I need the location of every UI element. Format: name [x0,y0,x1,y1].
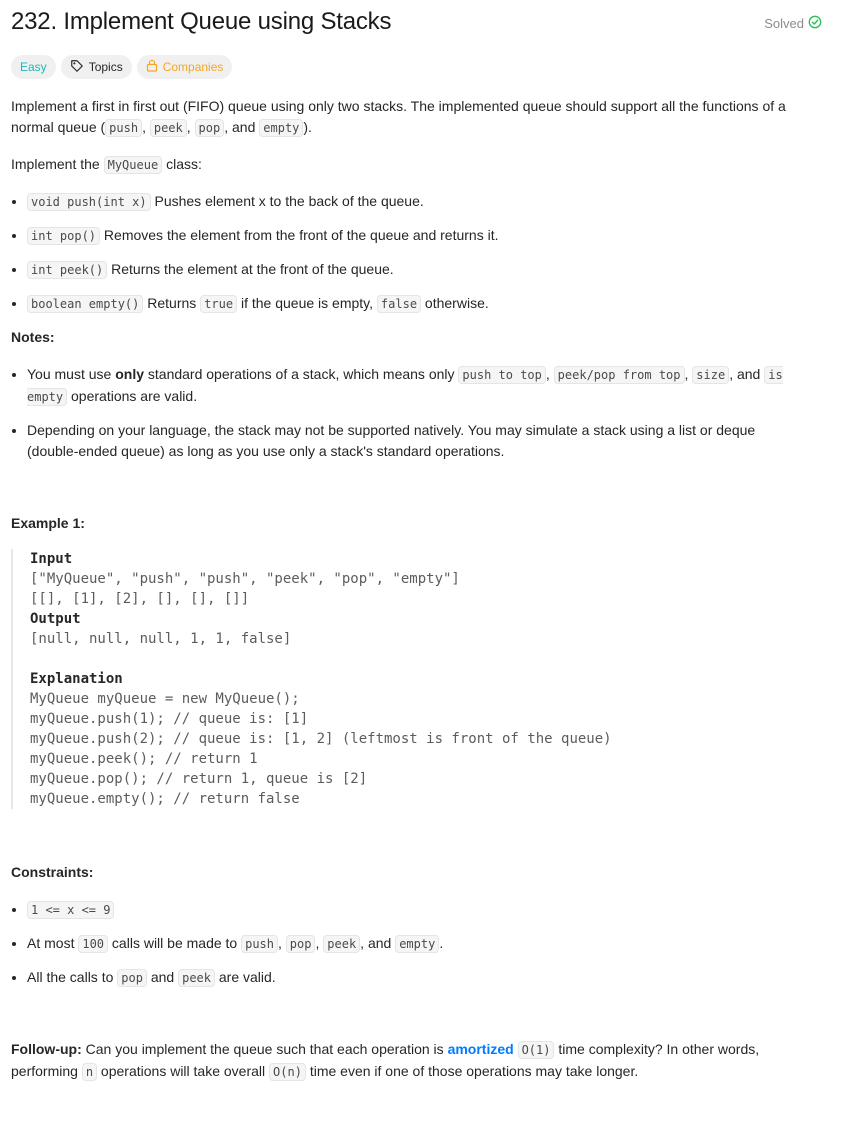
followup-paragraph: Follow-up: Can you implement the queue such that each operation is amortized O(1) time complexity? In other words, performing n operations will take overall O(n) time even if one of those operations may take longer. [11,1041,760,1079]
explanation-line: MyQueue myQueue = new MyQueue(); [30,691,300,707]
tag-icon [70,59,84,76]
tag-row [11,55,232,79]
companies-label: Companies [162,60,224,74]
lock-icon [146,59,158,75]
solved-status [764,15,822,32]
method-list [11,191,827,315]
solved-label: Solved [764,16,804,31]
input-line: ["MyQueue", "push", "push", "peek", "pop", "empty"] [30,571,460,587]
explanation-line: myQueue.pop(); // return 1, queue is [2] [30,771,368,787]
list-item: • int peek() Returns the element at the front of the queue. [27,259,827,281]
example-heading: Example 1: [11,515,85,531]
list-item: • At most 100 calls will be made to push , pop , peek , and empty . [27,933,827,955]
input-label: Input [30,551,73,567]
explanation-line: myQueue.empty(); // return false [30,791,300,807]
example-block [11,549,830,809]
list-item: • You must use only standard operations of a stack, which means only push to top , peek/pop from top , size , and is empty operations are valid. [27,364,787,408]
intro-paragraph: Implement a first in first out (FIFO) queue using only two stacks. The implemented queue should support all the functions of a normal queue ( push , peek , pop , and empty ). [11,98,786,135]
list-item: • int pop() Removes the element from the front of the queue and returns it. [27,225,827,247]
explanation-line: myQueue.push(1); // queue is: [1] [30,711,309,727]
list-item: • All the calls to pop and peek are valid. [27,967,827,989]
constraints-list [11,899,827,989]
amortized-link[interactable]: amortized [447,1041,514,1057]
output-line: [null, null, null, 1, 1, false] [30,631,292,647]
explanation-line: myQueue.push(2); // queue is: [1, 2] (leftmost is front of the queue) [30,731,612,747]
class-intro: Implement the MyQueue class: [11,156,202,172]
topics-label: Topics [88,60,123,74]
topics-button[interactable] [61,55,132,79]
check-circle-icon [808,15,822,32]
explanation-label: Explanation [30,671,123,687]
output-label: Output [30,611,81,627]
notes-list [11,364,787,462]
list-item: • 1 <= x <= 9 [27,899,827,921]
notes-heading: Notes: [11,329,55,345]
companies-button[interactable] [137,55,233,79]
explanation-line: myQueue.peek(); // return 1 [30,751,258,767]
page-title: 232. Implement Queue using Stacks [11,8,392,35]
list-item: • void push(int x) Pushes element x to the back of the queue. [27,191,827,213]
input-line: [[], [1], [2], [], [], []] [30,591,250,607]
difficulty-badge[interactable]: Easy [11,55,56,79]
list-item: • boolean empty() Returns true if the queue is empty, false otherwise. [27,293,827,315]
constraints-heading: Constraints: [11,864,94,880]
list-item: • Depending on your language, the stack may not be supported natively. You may simulate a stack using a list or deque (double-ended queue) as long as you use only a stack's standard operations. [27,420,787,462]
